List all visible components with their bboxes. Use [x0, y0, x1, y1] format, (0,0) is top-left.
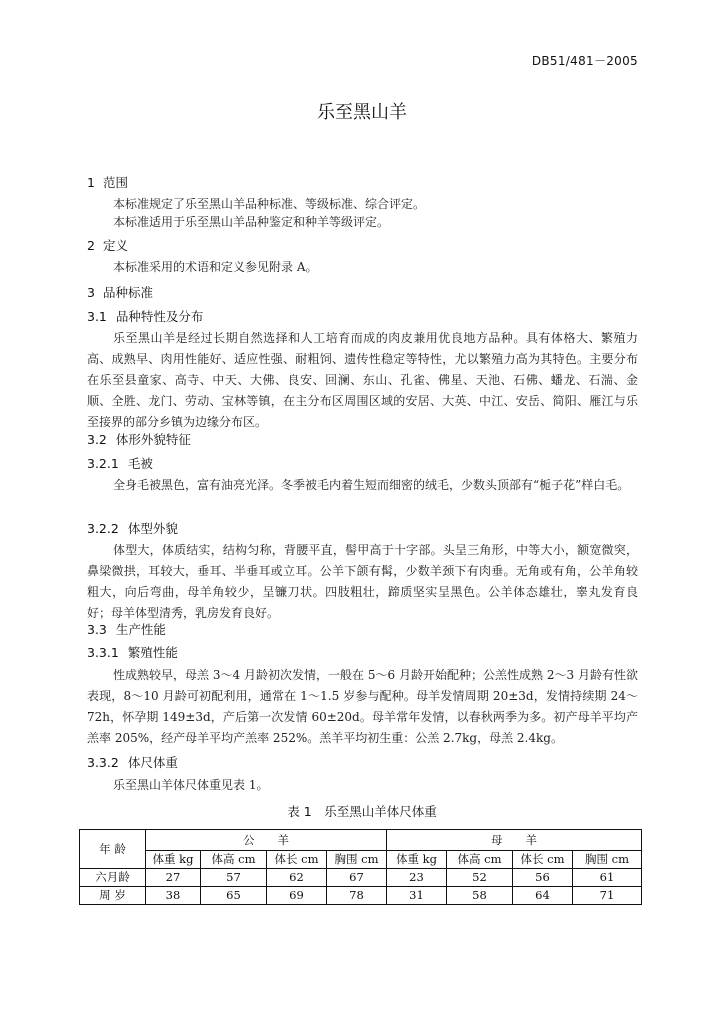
table-subheader-row [80, 851, 642, 869]
male-header: 公 羊 [146, 830, 387, 851]
table-cell: 61 [573, 869, 642, 887]
column-header: 体重 kg [387, 851, 447, 869]
section-number: 3.2.1 [87, 456, 119, 471]
section-number: 3.3 [87, 622, 107, 637]
age-header: 年 龄 [80, 830, 146, 869]
column-header: 体高 cm [447, 851, 513, 869]
table-cell: 69 [267, 887, 327, 905]
section-title: 体型外貌 [127, 521, 178, 536]
column-header: 体长 cm [513, 851, 573, 869]
table-cell: 23 [387, 869, 447, 887]
table-cell: 67 [327, 869, 387, 887]
section-3-3-2-heading [87, 753, 178, 771]
section-3-1-heading [87, 307, 203, 325]
table-cell: 65 [201, 887, 267, 905]
section-title: 毛被 [127, 456, 153, 471]
age-cell: 六月龄 [80, 869, 146, 887]
column-header: 胸围 cm [327, 851, 387, 869]
table-row [80, 869, 642, 887]
section-title: 品种标准 [103, 285, 154, 300]
table-cell: 62 [267, 869, 327, 887]
female-header: 母 羊 [387, 830, 642, 851]
section-number: 3 [87, 285, 95, 300]
section-2-heading [87, 236, 128, 254]
table-cell: 71 [573, 887, 642, 905]
section-3-heading [87, 283, 153, 301]
body-measurement-table [79, 829, 642, 905]
table-cell: 78 [327, 887, 387, 905]
column-header: 体高 cm [201, 851, 267, 869]
section-3-3-1-heading [87, 643, 178, 661]
table-cell: 27 [146, 869, 201, 887]
section-number: 2 [87, 238, 95, 253]
column-header: 体长 cm [267, 851, 327, 869]
standard-code: DB51/481－2005 [531, 54, 638, 68]
table-cell: 57 [201, 869, 267, 887]
section-title: 生产性能 [115, 622, 166, 637]
table-cell: 58 [447, 887, 513, 905]
section-2-paragraph: 本标准采用的术语和定义参见附录 A。 [113, 260, 318, 274]
section-3-2-heading [87, 430, 191, 448]
column-header: 体重 kg [146, 851, 201, 869]
table-row [80, 887, 642, 905]
section-title: 定义 [103, 238, 129, 253]
section-3-3-1-paragraph: 性成熟较早，母羔 3～4 月龄初次发情，一般在 5～6 月龄开始配种；公羔性成熟 2～3 月龄有性欲表现，8～10 月龄可初配利用，通常在 1～1.5 岁参与配种。母羊发情周期 20±3d，发情持续期 24～72h，怀孕期 149±3d，产后第一次发情 60±20d。母羊常年发情，以春秋两季为多。初产母羊平均产羔率 205%，经产母羊平均产羔率 252%。羔羊平均初生重：公羔 2.7kg，母羔 2.4kg。 [87, 668, 638, 745]
section-number: 3.3.2 [87, 755, 119, 770]
section-3-2-2-paragraph: 体型大，体质结实，结构匀称，背腰平直，髻甲高于十字部。头呈三角形，中等大小，额宽微突，鼻梁微拱，耳较大，垂耳、半垂耳或立耳。公羊下颌有髯，少数羊颈下有肉垂。无角或有角，公羊角较粗大，向后弯曲，母羊角较少，呈镰刀状。四肢粗壮，蹄质坚实呈黑色。公羊体态雄壮，睾丸发育良好；母羊体型清秀，乳房发育良好。 [87, 543, 638, 620]
table-caption: 表 1 乐至黑山羊体尺体重 [287, 804, 437, 819]
section-3-2-2-heading [87, 519, 178, 537]
section-3-3-2-paragraph: 乐至黑山羊体尺体重见表 1。 [113, 778, 269, 792]
table-cell: 31 [387, 887, 447, 905]
table-cell: 38 [146, 887, 201, 905]
age-cell: 周 岁 [80, 887, 146, 905]
section-number: 3.3.1 [87, 645, 119, 660]
document-title: 乐至黑山羊 [317, 102, 407, 123]
section-number: 3.2 [87, 432, 107, 447]
section-title: 体尺体重 [127, 755, 178, 770]
table-cell: 52 [447, 869, 513, 887]
section-title: 体形外貌特征 [115, 432, 191, 447]
column-header: 胸围 cm [573, 851, 642, 869]
section-number: 3.2.2 [87, 521, 119, 536]
section-1-paragraph-2: 本标准适用于乐至黑山羊品种鉴定和种羊等级评定。 [113, 215, 390, 229]
table-header-row [80, 830, 642, 851]
section-3-1-paragraph: 乐至黑山羊是经过长期自然选择和人工培育而成的肉皮兼用优良地方品种。具有体格大、繁殖力高、成熟早、肉用性能好、适应性强、耐粗饲、遗传性稳定等特性，尤以繁殖力高为其特色。主要分布在乐至县童家、高寺、中天、大佛、良安、回澜、东山、孔雀、佛星、天池、石佛、蟠龙、石湍、金顺、全胜、龙门、劳动、宝林等镇，在主分布区周围区域的安居、大英、中江、安岳、简阳、雁江与乐至接界的部分乡镇为边缘分布区。 [87, 331, 638, 429]
table-cell: 56 [513, 869, 573, 887]
section-3-2-1-heading [87, 454, 153, 472]
section-1-paragraph-1: 本标准规定了乐至黑山羊品种标准、等级标准、综合评定。 [113, 197, 426, 211]
table-cell: 64 [513, 887, 573, 905]
section-3-2-1-paragraph: 全身毛被黑色，富有油亮光泽。冬季被毛内着生短而细密的绒毛，少数头顶部有“栀子花”样白毛。 [113, 478, 630, 492]
section-title: 范围 [103, 175, 129, 190]
section-number: 3.1 [87, 309, 107, 324]
section-title: 繁殖性能 [127, 645, 178, 660]
section-1-heading [87, 173, 128, 191]
section-number: 1 [87, 175, 95, 190]
section-3-3-heading [87, 620, 166, 638]
section-title: 品种特性及分布 [115, 309, 204, 324]
